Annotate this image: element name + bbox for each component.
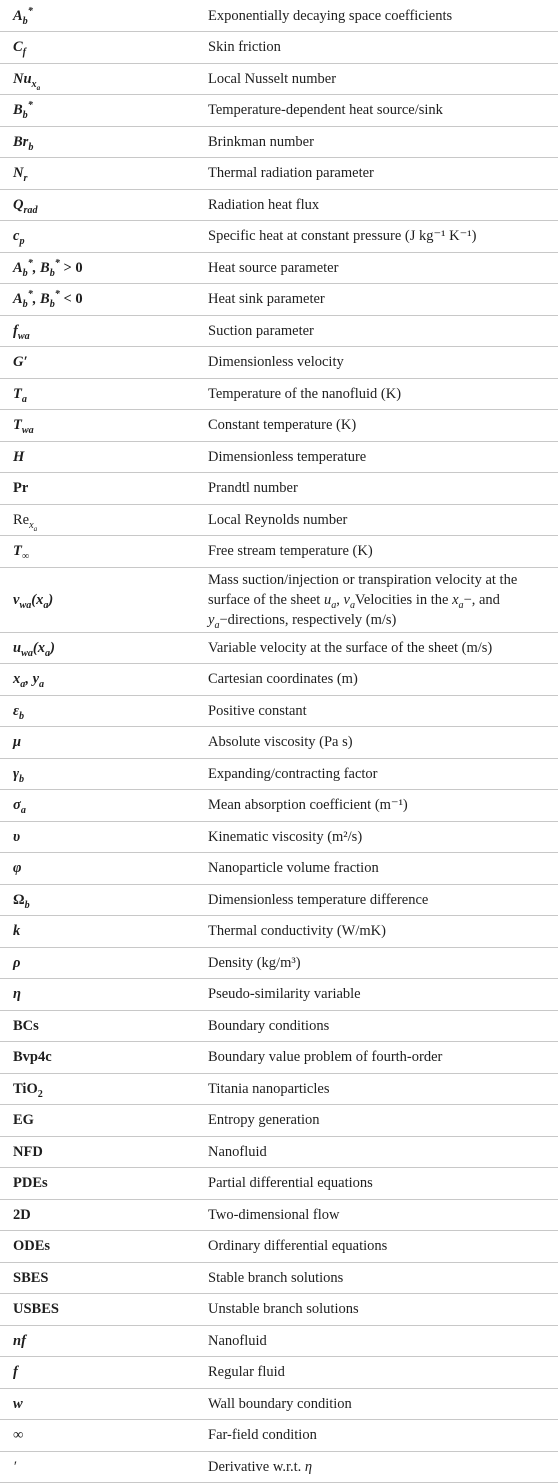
description-cell: Nanofluid: [195, 1325, 558, 1357]
table-row: [0, 126, 558, 158]
symbol-cell: $v_{wa}(x_a)$: [0, 567, 195, 632]
description-cell: Wall boundary condition: [195, 1388, 558, 1420]
table-row: [0, 695, 558, 727]
table-row: [0, 884, 558, 916]
table-row: [0, 158, 558, 190]
description-cell: Two-dimensional flow: [195, 1199, 558, 1231]
symbol-cell: k: [0, 916, 195, 948]
description-cell: Heat sink parameter: [195, 284, 558, 316]
table-row: [0, 664, 558, 696]
symbol-cell: $\Omega_b$: [0, 884, 195, 916]
table-row: [0, 821, 558, 853]
description-cell: Thermal radiation parameter: [195, 158, 558, 190]
description-cell: Nanoparticle volume fraction: [195, 853, 558, 885]
description-cell: Thermal conductivity (W/mK): [195, 916, 558, 948]
symbol-cell: $A_b^*$, $B_b^* > 0$: [0, 252, 195, 284]
table-row: [0, 473, 558, 505]
table-row: [0, 853, 558, 885]
description-cell: Variable velocity at the surface of the sheet (m/s): [195, 632, 558, 664]
table-row: [0, 504, 558, 536]
table-row: [0, 1010, 558, 1042]
symbol-cell: μ: [0, 727, 195, 759]
symbol-cell: f: [0, 1357, 195, 1389]
description-cell: Density (kg/m³): [195, 947, 558, 979]
description-cell: Titania nanoparticles: [195, 1073, 558, 1105]
description-cell: Boundary value problem of fourth-order: [195, 1042, 558, 1074]
description-cell: Partial differential equations: [195, 1168, 558, 1200]
description-cell: Mean absorption coefficient (m⁻¹): [195, 790, 558, 822]
symbol-cell: $N_r$: [0, 158, 195, 190]
description-cell: Constant temperature (K): [195, 410, 558, 442]
table-row: [0, 378, 558, 410]
table-row: [0, 727, 558, 759]
description-cell: Dimensionless temperature difference: [195, 884, 558, 916]
symbol-cell: $f_{wa}$: [0, 315, 195, 347]
description-cell: Unstable branch solutions: [195, 1294, 558, 1326]
description-cell: Nanofluid: [195, 1136, 558, 1168]
description-cell: Prandtl number: [195, 473, 558, 505]
symbol-cell: ODEs: [0, 1231, 195, 1263]
table-row: [0, 1294, 558, 1326]
symbol-cell: $u_{wa}(x_a)$: [0, 632, 195, 664]
description-cell: Radiation heat flux: [195, 189, 558, 221]
symbol-cell: ∞: [0, 1420, 195, 1452]
symbol-cell: υ: [0, 821, 195, 853]
table-row: [0, 916, 558, 948]
description-cell: Entropy generation: [195, 1105, 558, 1137]
symbol-cell: η: [0, 979, 195, 1011]
table-row: [0, 1042, 558, 1074]
table-row: [0, 63, 558, 95]
symbol-cell: USBES: [0, 1294, 195, 1326]
table-row: [0, 1105, 558, 1137]
symbol-cell: $Nu_{x_a}$: [0, 63, 195, 95]
table-row: [0, 567, 558, 632]
symbol-cell: $A_b^*$, $B_b^* < 0$: [0, 284, 195, 316]
description-cell: Far-field condition: [195, 1420, 558, 1452]
symbol-cell: PDEs: [0, 1168, 195, 1200]
symbol-cell: TiO$_2$: [0, 1073, 195, 1105]
table-row: [0, 1420, 558, 1452]
table-row: [0, 979, 558, 1011]
description-cell: Heat source parameter: [195, 252, 558, 284]
symbol-cell: EG: [0, 1105, 195, 1137]
table-row: [0, 189, 558, 221]
symbol-cell: $Re_{x_a}$: [0, 504, 195, 536]
symbol-cell: $B_b^*$: [0, 95, 195, 127]
symbol-cell: BCs: [0, 1010, 195, 1042]
description-cell: Positive constant: [195, 695, 558, 727]
description-cell: Temperature of the nanofluid (K): [195, 378, 558, 410]
table-row: [0, 95, 558, 127]
description-cell: Skin friction: [195, 32, 558, 64]
table-row: [0, 347, 558, 379]
symbol-cell: $T_a$: [0, 378, 195, 410]
description-cell: Regular fluid: [195, 1357, 558, 1389]
symbol-cell: ρ: [0, 947, 195, 979]
description-cell: Mass suction/injection or transpiration velocity at the surface of the sheet $u_a$, $v_aVelocities$ in the $x_a-$, and $y_a-directions$, respectively (m/s): [195, 567, 558, 632]
description-cell: Stable branch solutions: [195, 1262, 558, 1294]
description-cell: Exponentially decaying space coefficients: [195, 0, 558, 32]
table-row: [0, 441, 558, 473]
table-row: [0, 1325, 558, 1357]
symbol-cell: G′: [0, 347, 195, 379]
symbol-cell: w: [0, 1388, 195, 1420]
table-row: [0, 1199, 558, 1231]
description-cell: Local Nusselt number: [195, 63, 558, 95]
description-cell: Brinkman number: [195, 126, 558, 158]
table-row: [0, 790, 558, 822]
table-row: [0, 1388, 558, 1420]
table-row: [0, 632, 558, 664]
table-row: [0, 1073, 558, 1105]
description-cell: Boundary conditions: [195, 1010, 558, 1042]
symbol-cell: Bvp4c: [0, 1042, 195, 1074]
table-row: [0, 947, 558, 979]
symbol-cell: $T_{wa}$: [0, 410, 195, 442]
table-row: [0, 252, 558, 284]
symbol-cell: NFD: [0, 1136, 195, 1168]
symbol-cell: $\sigma_a$: [0, 790, 195, 822]
description-cell: Derivative w.r.t. η: [195, 1451, 558, 1483]
table-row: [0, 1168, 558, 1200]
symbol-cell: 2D: [0, 1199, 195, 1231]
table-row: [0, 1231, 558, 1263]
symbol-cell: SBES: [0, 1262, 195, 1294]
symbol-cell: $Q_{rad}$: [0, 189, 195, 221]
symbol-cell: nf: [0, 1325, 195, 1357]
table-row: [0, 221, 558, 253]
description-cell: Ordinary differential equations: [195, 1231, 558, 1263]
table-row: [0, 536, 558, 568]
table-row: [0, 758, 558, 790]
table-row: [0, 315, 558, 347]
symbol-cell: $C_f$: [0, 32, 195, 64]
symbol-cell: H: [0, 441, 195, 473]
description-cell: Specific heat at constant pressure (J kg⁻¹ K⁻¹): [195, 221, 558, 253]
symbol-cell: $Br_b$: [0, 126, 195, 158]
description-cell: Local Reynolds number: [195, 504, 558, 536]
table-row: [0, 0, 558, 32]
table-row: [0, 1451, 558, 1483]
symbol-cell: $\gamma_b$: [0, 758, 195, 790]
description-cell: Free stream temperature (K): [195, 536, 558, 568]
symbol-cell: ′: [0, 1451, 195, 1483]
description-cell: Expanding/contracting factor: [195, 758, 558, 790]
description-cell: Suction parameter: [195, 315, 558, 347]
table-row: [0, 284, 558, 316]
description-cell: Pseudo-similarity variable: [195, 979, 558, 1011]
description-cell: Dimensionless velocity: [195, 347, 558, 379]
symbol-cell: Pr: [0, 473, 195, 505]
table-row: [0, 32, 558, 64]
symbol-cell: φ: [0, 853, 195, 885]
description-cell: Kinematic viscosity (m²/s): [195, 821, 558, 853]
symbol-cell: $A_b^*$: [0, 0, 195, 32]
symbol-cell: $\varepsilon_b$: [0, 695, 195, 727]
table-row: [0, 1136, 558, 1168]
table-row: [0, 1357, 558, 1389]
symbol-cell: $c_p$: [0, 221, 195, 253]
description-cell: Dimensionless temperature: [195, 441, 558, 473]
symbol-cell: $x_a$, $y_a$: [0, 664, 195, 696]
table-row: [0, 410, 558, 442]
description-cell: Temperature-dependent heat source/sink: [195, 95, 558, 127]
description-cell: Absolute viscosity (Pa s): [195, 727, 558, 759]
description-cell: Cartesian coordinates (m): [195, 664, 558, 696]
table-row: [0, 1262, 558, 1294]
symbol-cell: $T_\infty$: [0, 536, 195, 568]
